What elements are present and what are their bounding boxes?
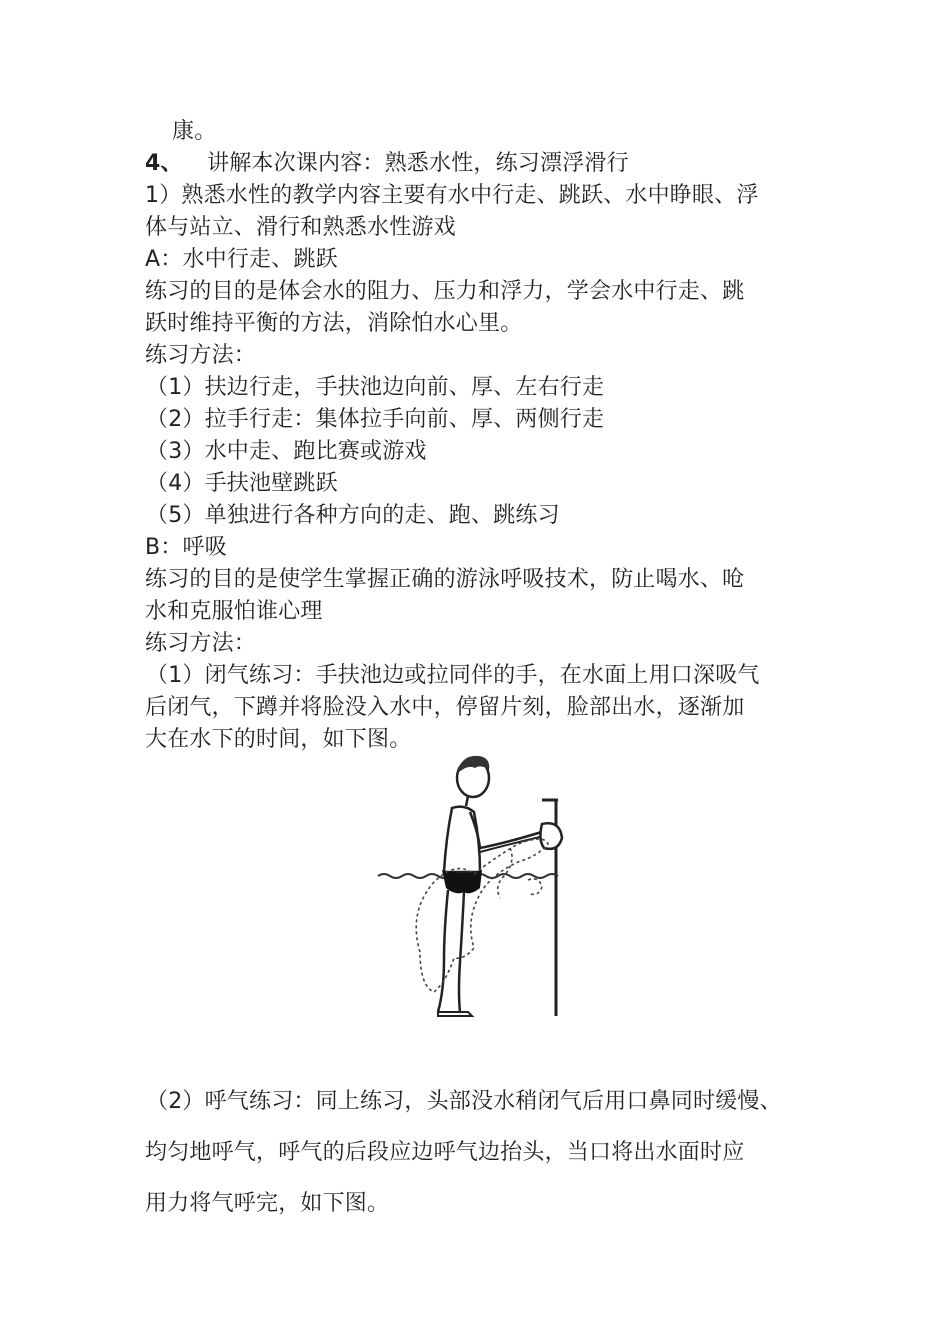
part-a-method-item: （2）拉手行走：集体拉手向前、厚、两侧行走 — [146, 407, 605, 432]
continuation-text: 康。 — [172, 119, 217, 144]
squat-motion-outline — [416, 839, 548, 992]
part-a-methods-label: 练习方法： — [145, 343, 257, 368]
method-1-line: （1）闭气练习：手扶池边或拉同伴的手，在水面上用口深吸气 — [146, 663, 760, 688]
section-number: 4、 — [145, 151, 183, 176]
swimmer-feet — [438, 1012, 472, 1016]
part-b-purpose-line: 练习的目的是使学生掌握正确的游泳呼吸技术，防止喝水、呛 — [145, 567, 745, 592]
intro-paragraph-line: 体与站立、滑行和熟悉水性游戏 — [145, 215, 456, 240]
method-1-line: 大在水下的时间，如下图。 — [145, 727, 412, 752]
part-b-methods-label: 练习方法： — [145, 631, 257, 656]
swimmer-leg — [438, 890, 448, 1012]
swimmer-torso — [444, 807, 480, 872]
part-a-method-item: （5）单独进行各种方向的走、跑、跳练习 — [146, 503, 560, 528]
swimmer-neck — [466, 796, 468, 806]
swimmer-forearm — [480, 836, 544, 852]
method-2-line: （2）呼气练习：同上练习，头部没水稍闭气后用口鼻同时缓慢、 — [146, 1089, 782, 1114]
swimmer-hand — [540, 823, 562, 849]
part-b-heading: B：呼吸 — [145, 535, 227, 560]
breath-hold-illustration — [360, 752, 592, 1022]
squat-motion-outline — [528, 879, 542, 894]
method-1-line: 后闭气，下蹲并将脸没入水中，停留片刻，脸部出水，逐渐加 — [145, 695, 745, 720]
section-title: 讲解本次课内容：熟悉水性，练习漂浮滑行 — [207, 151, 629, 176]
part-a-purpose-line: 练习的目的是体会水的阻力、压力和浮力，学会水中行走、跳 — [145, 279, 745, 304]
swimmer-arm — [470, 812, 548, 848]
method-2-line: 用力将气呼完，如下图。 — [145, 1191, 390, 1216]
intro-paragraph-line: 1）熟悉水性的教学内容主要有水中行走、跳跃、水中睁眼、浮 — [145, 183, 759, 208]
part-a-heading: A：水中行走、跳跃 — [145, 247, 338, 272]
part-a-method-item: （3）水中走、跑比赛或游戏 — [146, 439, 427, 464]
swimmer-leg — [459, 892, 464, 1012]
part-a-purpose-line: 跃时维持平衡的方法，消除怕水心里。 — [145, 311, 523, 336]
swim-trunks — [442, 870, 482, 893]
section-4-heading — [145, 148, 629, 180]
part-a-method-item: （1）扶边行走，手扶池边向前、厚、左右行走 — [146, 375, 605, 400]
method-2-line: 均匀地呼气，呼气的后段应边呼气边抬头，当口将出水面时应 — [145, 1140, 745, 1165]
part-a-method-item: （4）手扶池壁跳跃 — [146, 471, 338, 496]
part-b-purpose-line: 水和克服怕谁心理 — [145, 599, 323, 624]
